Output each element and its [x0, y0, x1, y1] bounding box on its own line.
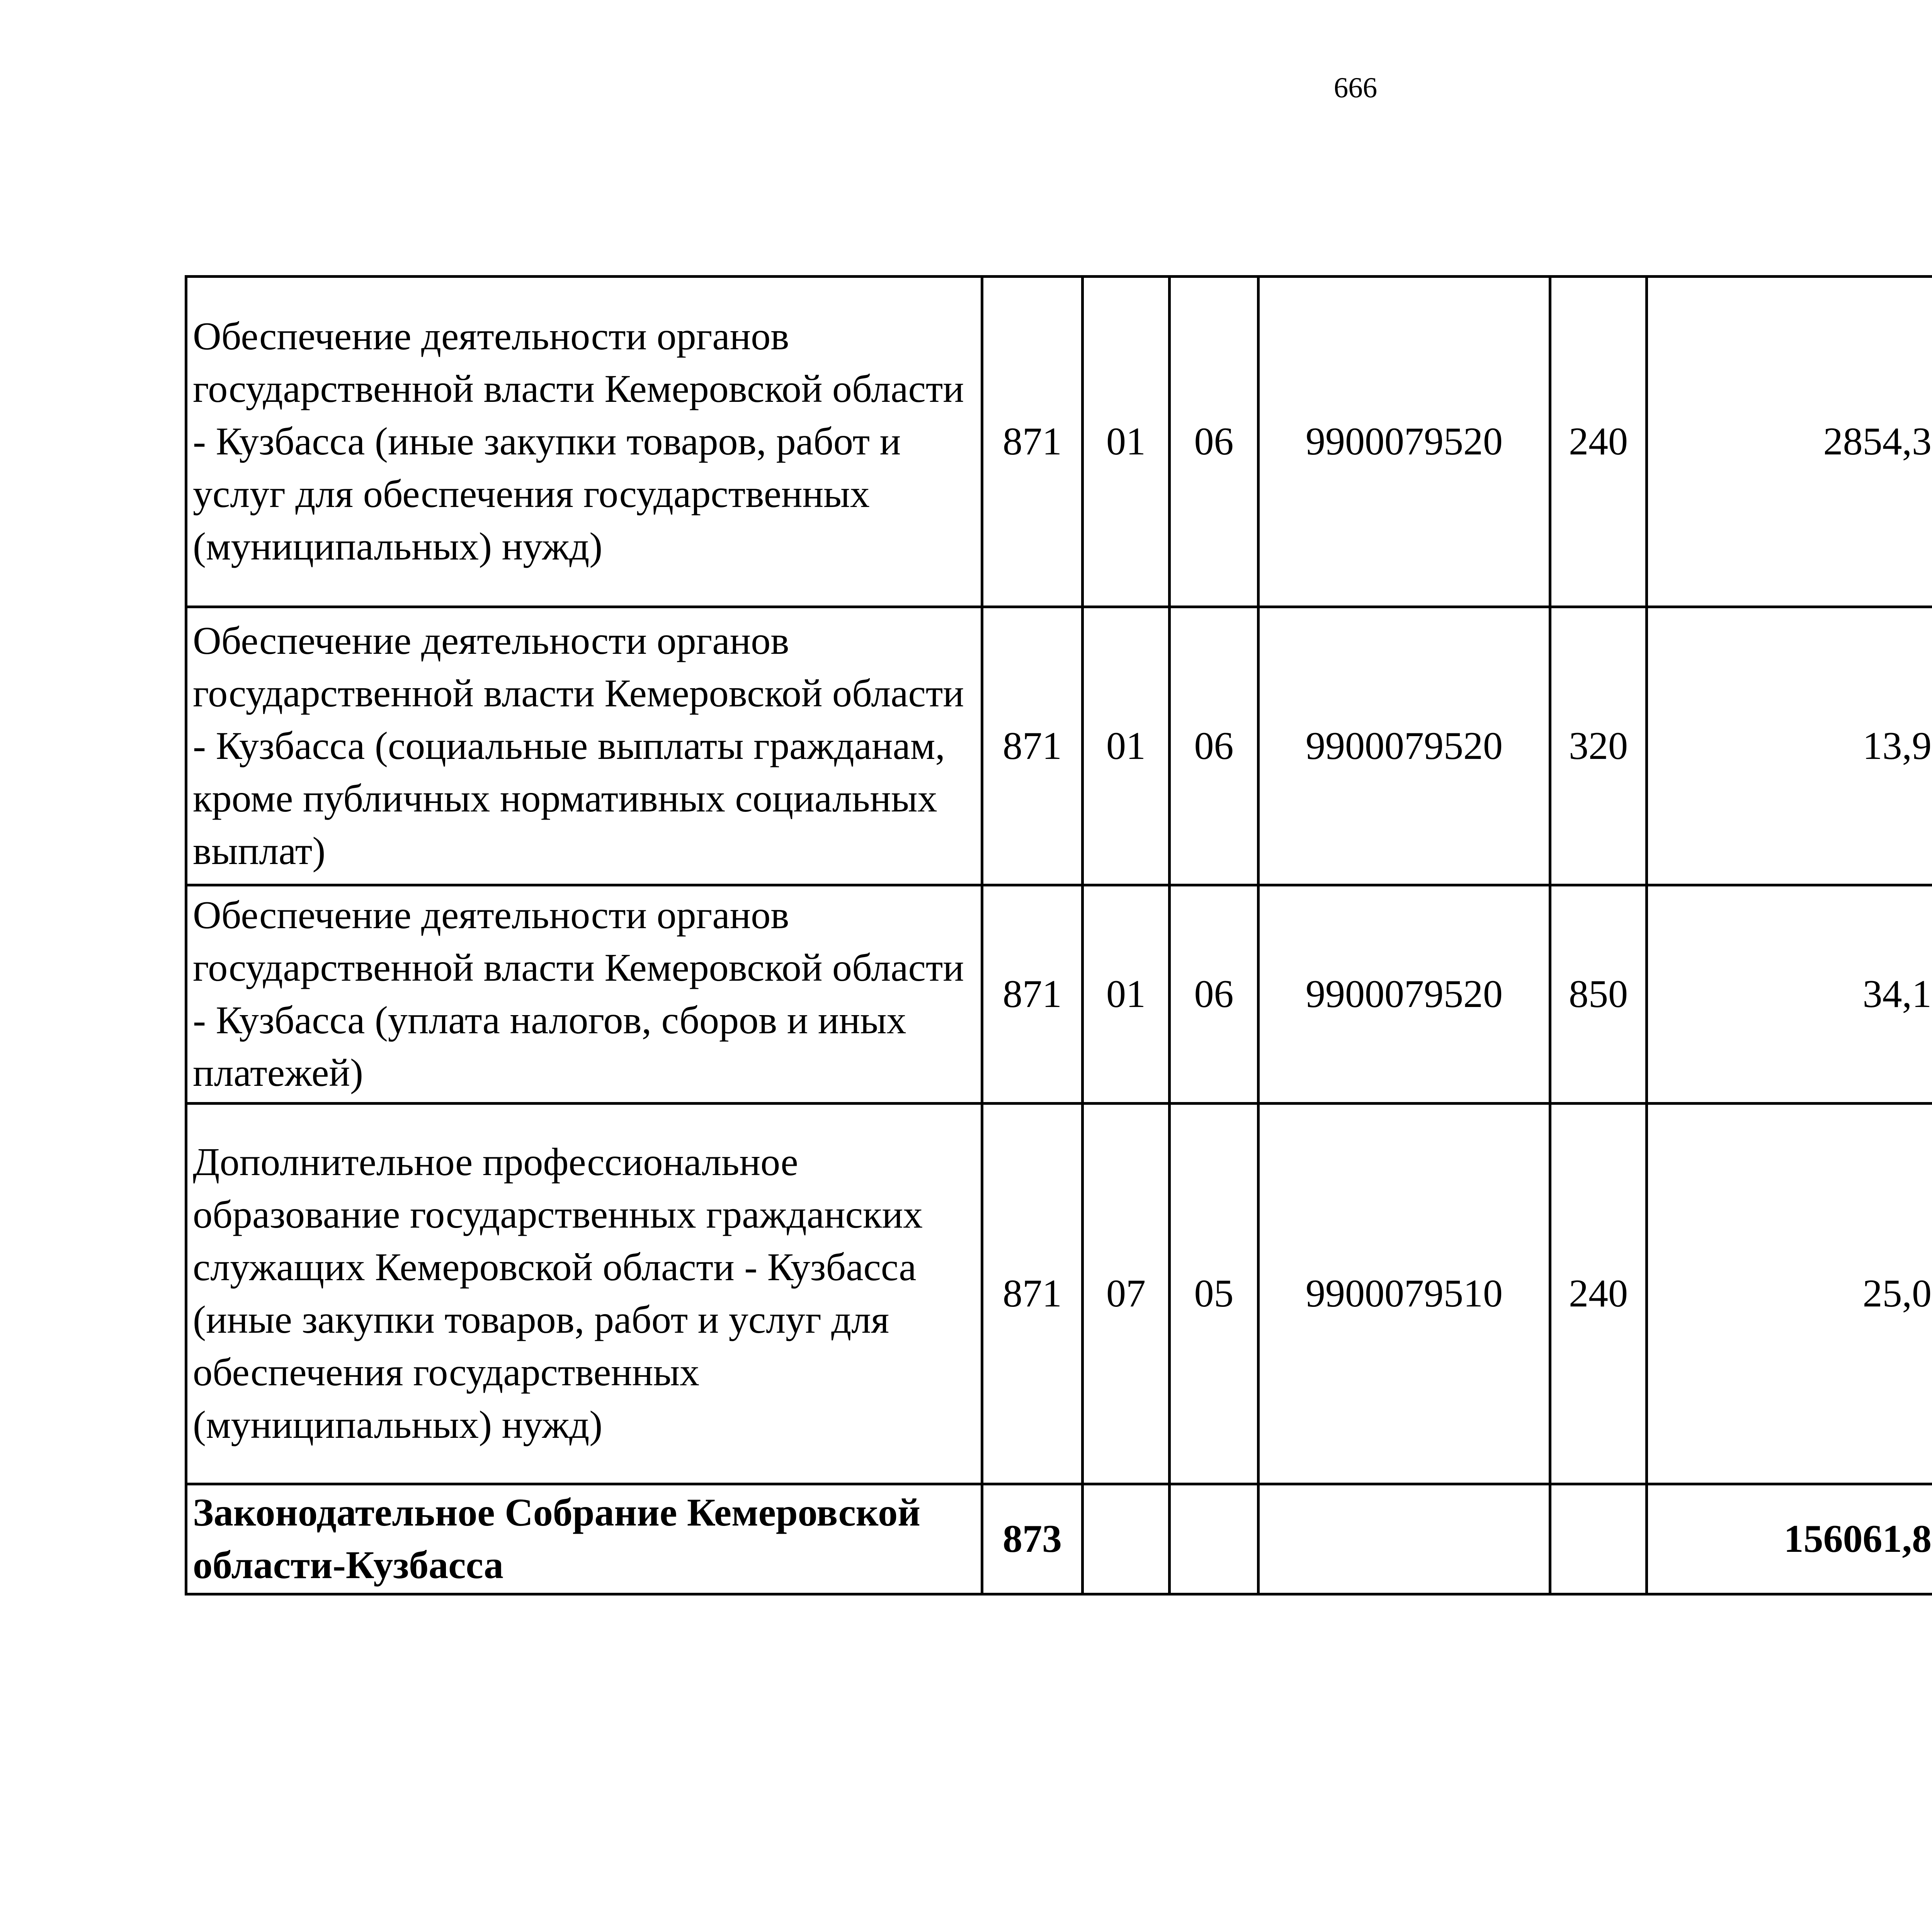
table-row [186, 277, 1932, 607]
ministry-code: 873 [982, 1484, 1083, 1594]
amount-year-1: 25,0 [1647, 1104, 1932, 1484]
row-name: Обеспечение деятельности органов государственной власти Кемеровской области - Кузбасса (социальные выплаты гражданам, кроме публичных нормативных социальных выплат) [186, 607, 982, 885]
section-code [1083, 1484, 1170, 1594]
table-row [186, 885, 1932, 1104]
subsection-code: 06 [1170, 607, 1259, 885]
ministry-code: 871 [982, 1104, 1083, 1484]
subsection-code [1170, 1484, 1259, 1594]
subsection-code: 06 [1170, 277, 1259, 607]
target-article-code [1259, 1484, 1550, 1594]
ministry-code: 871 [982, 607, 1083, 885]
row-name: Обеспечение деятельности органов государственной власти Кемеровской области - Кузбасса (иные закупки товаров, работ и услуг для обеспечения государственных (муниципальных) нужд) [186, 277, 982, 607]
table-row [186, 607, 1932, 885]
expense-type-code: 320 [1550, 607, 1647, 885]
target-article-code: 9900079520 [1259, 277, 1550, 607]
section-code: 01 [1083, 277, 1170, 607]
amount-year-1: 34,1 [1647, 885, 1932, 1104]
amount-year-1: 156061,8 [1647, 1484, 1932, 1594]
target-article-code: 9900079510 [1259, 1104, 1550, 1484]
section-code: 01 [1083, 607, 1170, 885]
row-name: Законодательное Собрание Кемеровской области-Кузбасса [186, 1484, 982, 1594]
ministry-code: 871 [982, 885, 1083, 1104]
section-code: 07 [1083, 1104, 1170, 1484]
table-row-total [186, 1484, 1932, 1594]
row-name: Обеспечение деятельности органов государственной власти Кемеровской области - Кузбасса (уплата налогов, сборов и иных платежей) [186, 885, 982, 1104]
amount-year-1: 2854,3 [1647, 277, 1932, 607]
expense-type-code: 240 [1550, 1104, 1647, 1484]
subsection-code: 06 [1170, 885, 1259, 1104]
page-number: 666 [1333, 72, 1378, 104]
subsection-code: 05 [1170, 1104, 1259, 1484]
amount-year-1: 13,9 [1647, 607, 1932, 885]
target-article-code: 9900079520 [1259, 885, 1550, 1104]
budget-table [185, 275, 1932, 1596]
row-name: Дополнительное профессиональное образование государственных гражданских служащих Кемеровской области - Кузбасса (иные закупки товаров, работ и услуг для обеспечения государственных (муниципальных) нужд) [186, 1104, 982, 1484]
target-article-code: 9900079520 [1259, 607, 1550, 885]
expense-type-code [1550, 1484, 1647, 1594]
expense-type-code: 240 [1550, 277, 1647, 607]
table-row [186, 1104, 1932, 1484]
expense-type-code: 850 [1550, 885, 1647, 1104]
section-code: 01 [1083, 885, 1170, 1104]
ministry-code: 871 [982, 277, 1083, 607]
